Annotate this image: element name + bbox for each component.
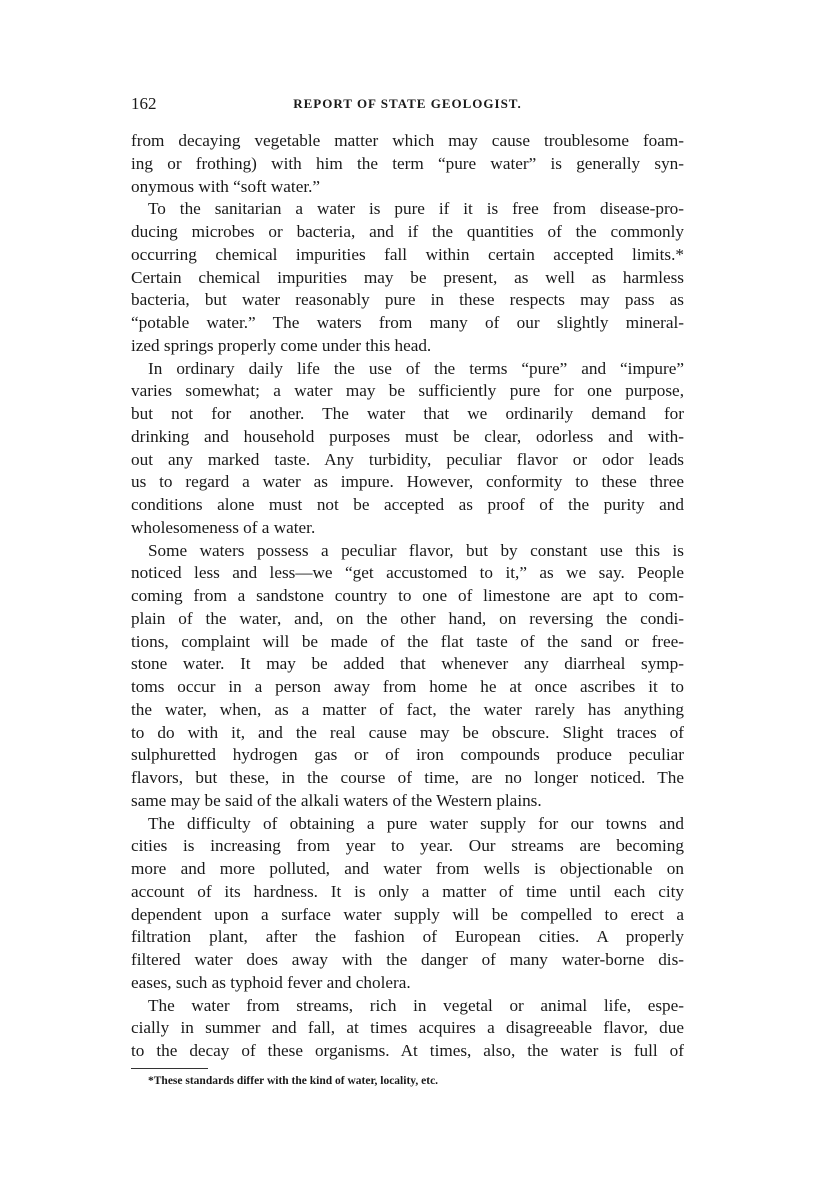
text-line: to do with it, and the real cause may be obscure. Slight traces of [131,722,684,742]
text-line: tions, complaint will be made of the flat taste of the sand or free- [131,631,684,651]
text-line: same may be said of the alkali waters of the Western plains. [131,790,542,810]
text-line: out any marked taste. Any turbidity, peculiar flavor or odor leads [131,449,684,469]
page-header [131,94,684,116]
text-line: toms occur in a person away from home he at once ascribes it to [131,677,684,696]
text-line: filtered water does away with the danger of many water-borne dis- [131,950,684,969]
paragraph [131,813,684,995]
body-text [131,130,684,1063]
text-line: ized springs properly come under this head. [131,335,432,355]
text-line: The water from streams, rich in vegetal or animal life, espe- [148,995,684,1015]
text-line: filtration plant, after the fashion of European cities. A properly [131,927,684,947]
text-line: ing or frothing) with him the term “pure water” is generally syn- [131,153,684,173]
text-line: us to regard a water as impure. However, conformity to these three [131,472,684,492]
text-line: drinking and household purposes must be clear, odorless and with- [131,426,684,446]
text-line: from decaying vegetable matter which may cause troublesome foam- [131,131,684,150]
text-line: onymous with “soft water.” [131,176,321,196]
text-line: to the decay of these organisms. At times, also, the water is full of [131,1041,684,1060]
text-line: dependent upon a surface water supply will be compelled to erect a [131,904,684,924]
text-line: cially in summer and fall, at times acquires a disagreeable flavor, due [131,1018,684,1038]
text-line: account of its hardness. It is only a matter of time until each city [131,881,684,901]
paragraph [131,358,684,540]
text-line: In ordinary daily life the use of the terms “pure” and “impure” [148,358,684,378]
text-line: ducing microbes or bacteria, and if the quantities of the commonly [131,222,684,241]
paragraph [131,995,684,1063]
text-line: conditions alone must not be accepted as proof of the purity and [131,495,684,514]
text-line: To the sanitarian a water is pure if it is free from disease-pro- [148,199,684,219]
paragraph [131,540,684,813]
footnote-rule [131,1068,208,1069]
text-line: more and more polluted, and water from wells is objectionable on [131,859,684,878]
text-line: flavors, but these, in the course of time, are no longer noticed. The [131,768,684,787]
paragraph [131,198,684,357]
text-line: wholesomeness of a water. [131,517,316,537]
paragraph [131,130,684,198]
text-line: “potable water.” The waters from many of our slightly mineral- [131,313,684,332]
text-line: sulphuretted hydrogen gas or of iron compounds produce peculiar [131,745,684,765]
text-line: coming from a sandstone country to one of limestone are apt to com- [131,586,684,605]
page-number: 162 [131,94,157,113]
text-line: eases, such as typhoid fever and cholera. [131,972,411,992]
text-line: bacteria, but water reasonably pure in these respects may pass as [131,290,684,310]
text-line: stone water. It may be added that whenever any diarrheal symp- [131,654,684,674]
text-line: the water, when, as a matter of fact, the water rarely has anything [131,699,684,719]
text-line: plain of the water, and, on the other hand, on reversing the condi- [131,608,684,628]
text-line: The difficulty of obtaining a pure water supply for our towns and [148,813,684,833]
text-line: varies somewhat; a water may be sufficiently pure for one purpose, [131,381,684,401]
text-line: cities is increasing from year to year. Our streams are becoming [131,836,684,856]
running-title: REPORT OF STATE GEOLOGIST. [293,96,522,111]
text-line: noticed less and less—we “get accustomed to it,” as we say. People [131,563,684,583]
text-line: but not for another. The water that we ordinarily demand for [131,404,684,423]
text-line: Certain chemical impurities may be present, as well as harmless [131,267,684,287]
footnote: *These standards differ with the kind of water, locality, etc. [148,1075,439,1087]
text-line: Some waters possess a peculiar flavor, but by constant use this is [148,540,684,560]
text-line: occurring chemical impurities fall within certain accepted limits.* [131,244,684,264]
